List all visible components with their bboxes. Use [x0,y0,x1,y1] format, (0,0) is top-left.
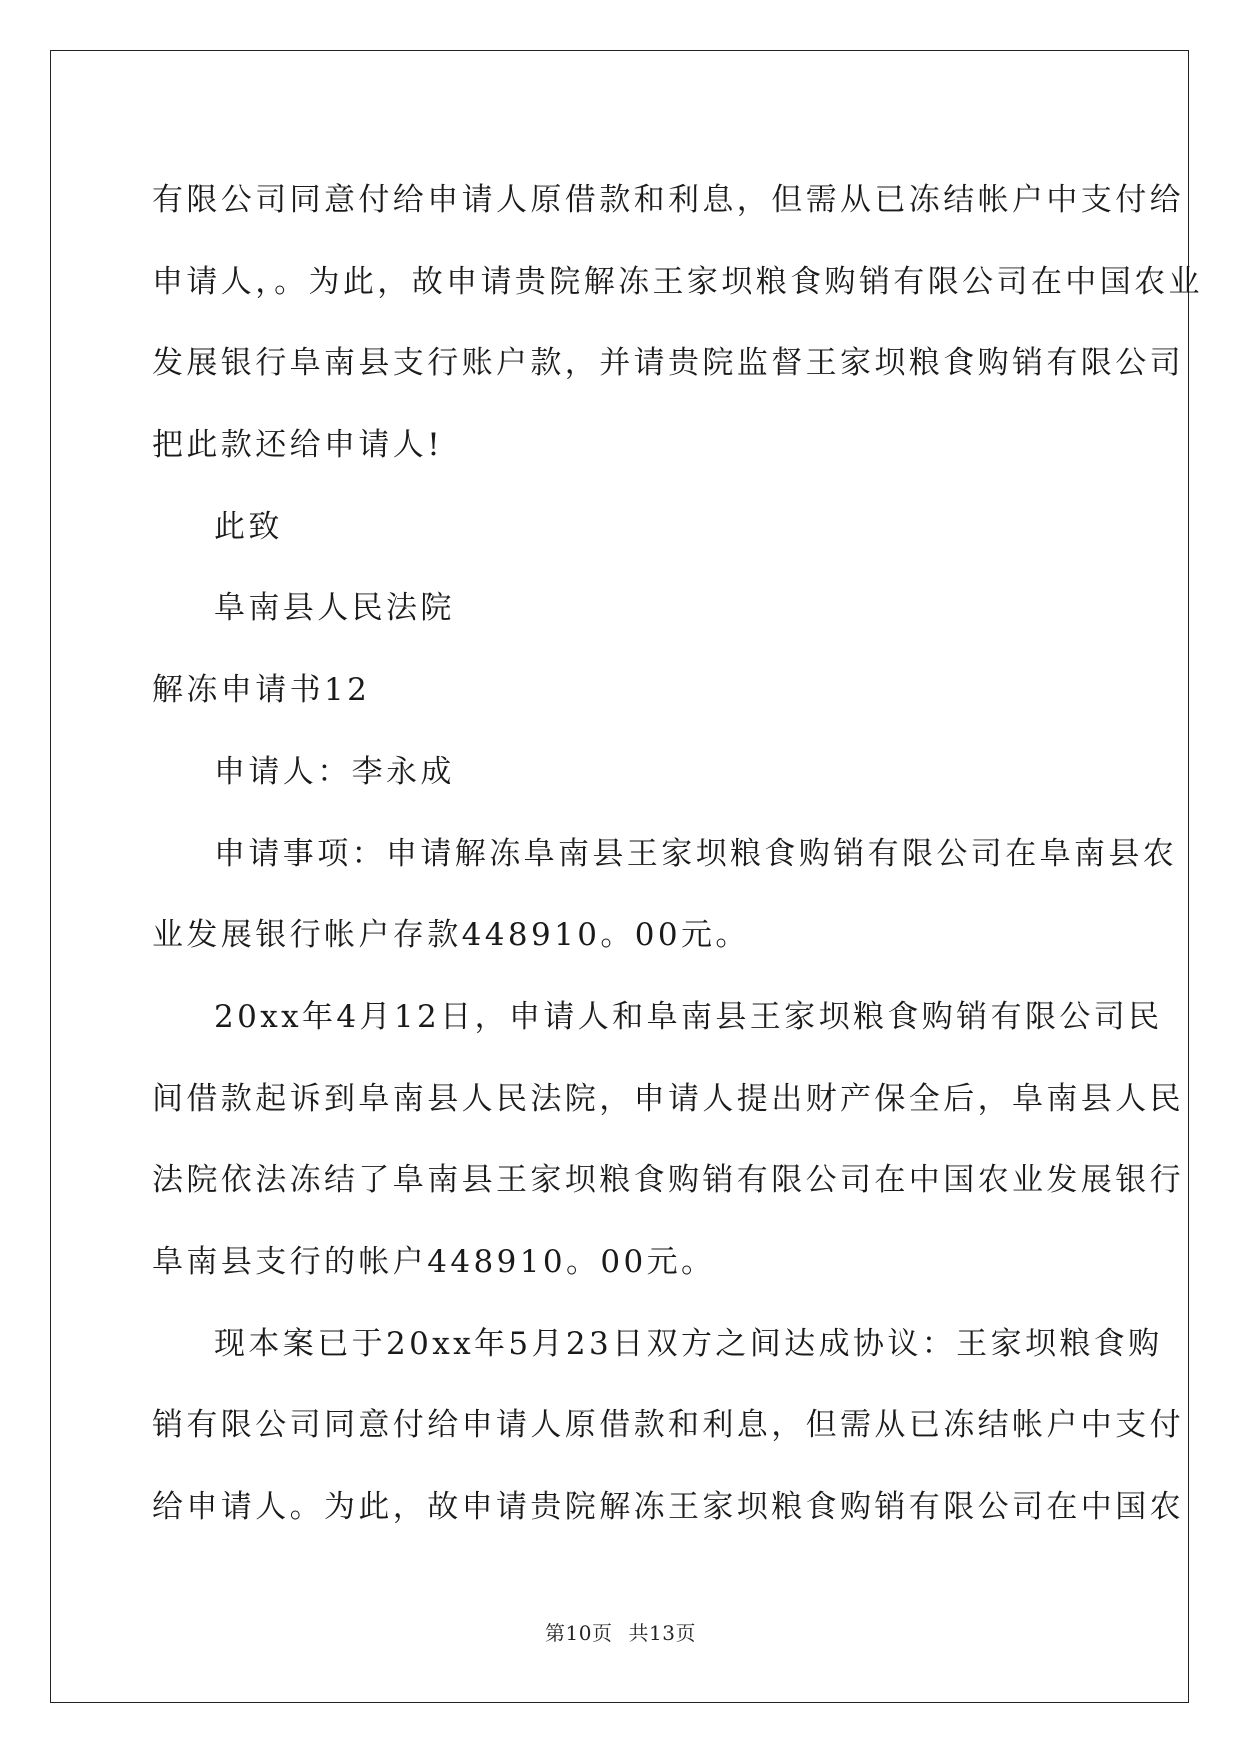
body-line: 有限公司同意付给申请人原借款和利息，但需从已冻结帐户中支付给 [152,182,1184,218]
body-line: 把此款还给申请人! [152,427,444,464]
body-line: 现本案已于20xx年5月23日双方之间达成协议：王家坝粮食购 [214,1325,1163,1362]
page-footer [0,1617,1241,1646]
body-line: 法院依法冻结了阜南县王家坝粮食购销有限公司在中国农业发展银行 [152,1162,1184,1199]
page-number: 第10页 [545,1621,613,1645]
body-line: 发展银行阜南县支行账户款，并请贵院监督王家坝粮食购销有限公司 [152,345,1184,382]
body-line: 业发展银行帐户存款448910。00元。 [152,917,750,954]
section-heading: 解冻申请书12 [152,672,371,709]
body-line: 间借款起诉到阜南县人民法院，申请人提出财产保全后，阜南县人民 [152,1080,1184,1117]
page-total: 共13页 [628,1621,696,1645]
body-line: 销有限公司同意付给申请人原借款和利息，但需从已冻结帐户中支付 [152,1407,1184,1444]
body-line: 阜南县支行的帐户448910。00元。 [152,1243,716,1280]
applicant-line: 申请人：李永成 [214,753,455,790]
document-body [152,160,1203,1549]
body-line: 给申请人。为此，故申请贵院解冻王家坝粮食购销有限公司在中国农 [152,1489,1184,1525]
recipient-line: 阜南县人民法院 [214,590,455,627]
salutation-line: 此致 [214,508,283,545]
body-line: 20xx年4月12日，申请人和阜南县王家坝粮食购销有限公司民 [214,998,1163,1035]
body-line: 申请人，。为此，故申请贵院解冻王家坝粮食购销有限公司在中国农业 [152,263,1203,300]
body-line: 申请事项：申请解冻阜南县王家坝粮食购销有限公司在阜南县农 [214,835,1178,872]
